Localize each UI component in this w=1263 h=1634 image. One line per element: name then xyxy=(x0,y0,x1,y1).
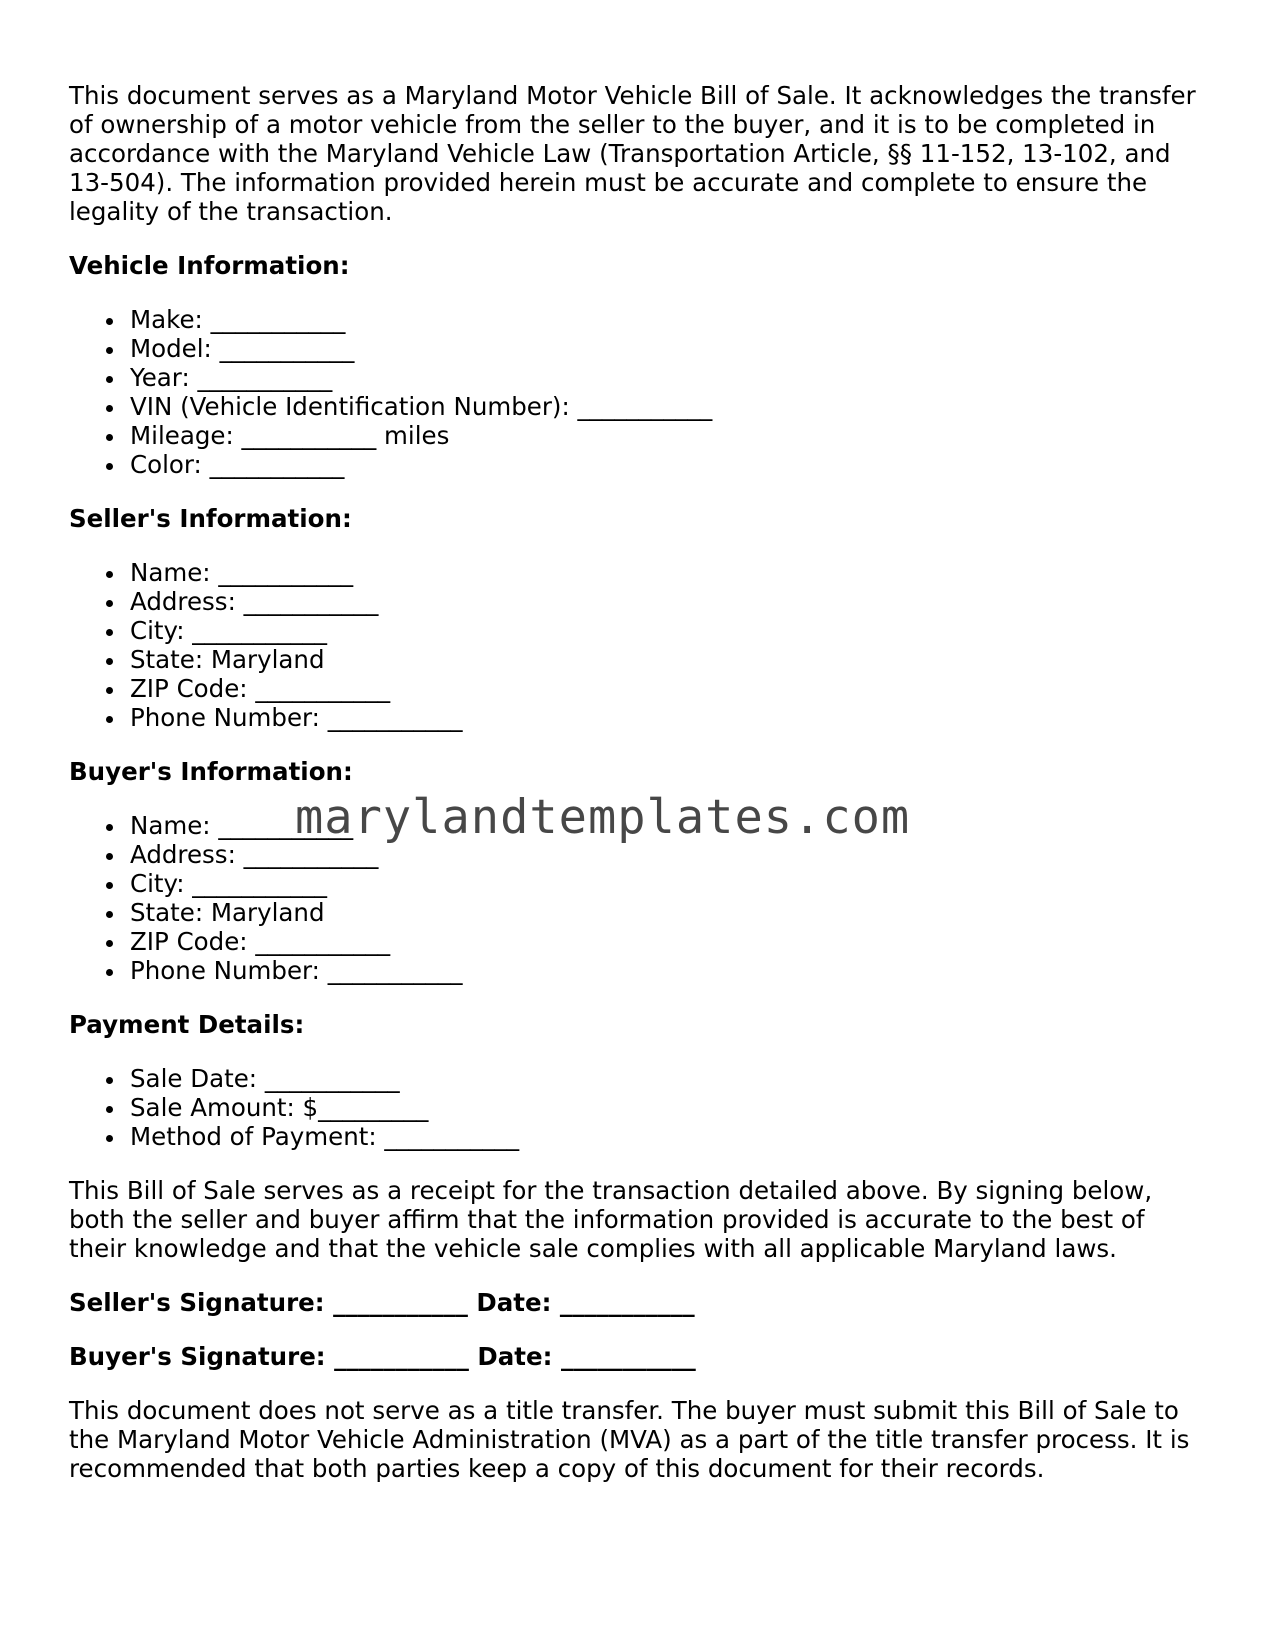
list-item-buyer-address: Address: ___________ xyxy=(130,840,1199,869)
list-item-make: Make: ___________ xyxy=(130,305,1199,334)
vehicle-information-heading: Vehicle Information: xyxy=(69,251,350,280)
buyer-information-list xyxy=(69,811,1199,985)
list-item-seller-address: Address: ___________ xyxy=(130,587,1199,616)
document-page xyxy=(69,81,1199,1508)
list-item-mileage: Mileage: ___________ miles xyxy=(130,421,1199,450)
list-item-buyer-state: State: Maryland xyxy=(130,898,1199,927)
list-item-seller-zip: ZIP Code: ___________ xyxy=(130,674,1199,703)
watermark: marylandtemplates.com xyxy=(295,790,911,845)
list-item-seller-state: State: Maryland xyxy=(130,645,1199,674)
receipt-paragraph: This Bill of Sale serves as a receipt for the transaction detailed above. By signing below, both the seller and buyer affirm that the information provided is accurate to the best of their knowledge and that the vehicle sale complies with all applicable Maryland laws. xyxy=(69,1176,1153,1263)
buyer-information-heading: Buyer's Information: xyxy=(69,757,353,786)
list-item-model: Model: ___________ xyxy=(130,334,1199,363)
payment-details-heading: Payment Details: xyxy=(69,1010,305,1039)
list-item-buyer-zip: ZIP Code: ___________ xyxy=(130,927,1199,956)
list-item-sale-amount: Sale Amount: $_________ xyxy=(130,1093,1199,1122)
buyer-signature-line: Buyer's Signature: ___________ Date: ___________ xyxy=(69,1342,696,1371)
list-item-vin: VIN (Vehicle Identification Number): ___________ xyxy=(130,392,1199,421)
closing-paragraph: This document does not serve as a title transfer. The buyer must submit this Bill of Sale to the Maryland Motor Vehicle Administration (MVA) as a part of the title transfer process. It is recommended that both parties keep a copy of this document for their records. xyxy=(69,1396,1190,1483)
list-item-payment-method: Method of Payment: ___________ xyxy=(130,1122,1199,1151)
intro-paragraph: This document serves as a Maryland Motor Vehicle Bill of Sale. It acknowledges the transfer of ownership of a motor vehicle from the seller to the buyer, and it is to be completed in accordance with the Maryland Vehicle Law (Transportation Article, §§ 11-152, 13-102, and 13-504). The information provided herein must be accurate and complete to ensure the legality of the transaction. xyxy=(69,81,1196,226)
list-item-sale-date: Sale Date: ___________ xyxy=(130,1064,1199,1093)
payment-details-list xyxy=(69,1064,1199,1151)
seller-information-list xyxy=(69,558,1199,732)
list-item-buyer-name: Name: ___________ xyxy=(130,811,1199,840)
seller-information-heading: Seller's Information: xyxy=(69,504,352,533)
list-item-buyer-phone: Phone Number: ___________ xyxy=(130,956,1199,985)
list-item-year: Year: ___________ xyxy=(130,363,1199,392)
list-item-seller-city: City: ___________ xyxy=(130,616,1199,645)
seller-signature-line: Seller's Signature: ___________ Date: ___________ xyxy=(69,1288,695,1317)
list-item-seller-phone: Phone Number: ___________ xyxy=(130,703,1199,732)
vehicle-information-list xyxy=(69,305,1199,479)
list-item-color: Color: ___________ xyxy=(130,450,1199,479)
list-item-seller-name: Name: ___________ xyxy=(130,558,1199,587)
list-item-buyer-city: City: ___________ xyxy=(130,869,1199,898)
